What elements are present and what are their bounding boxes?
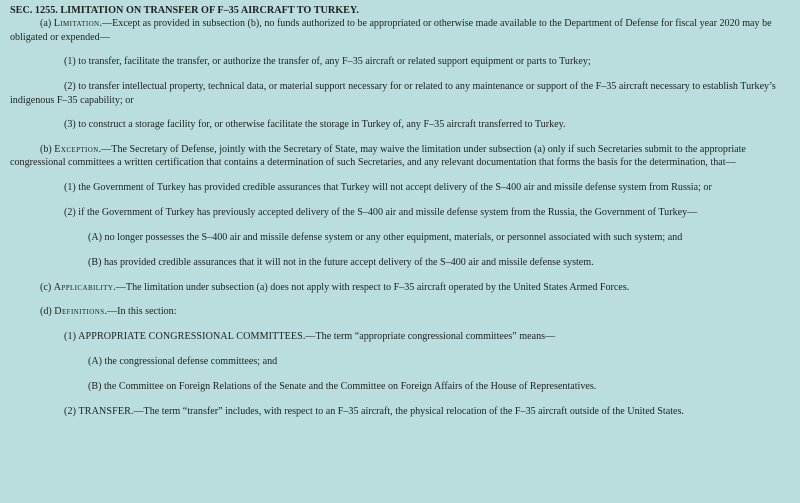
subsection-d-item-1 (10, 330, 788, 343)
subsection-d (10, 305, 788, 318)
subsection-b-item-2-a: (A) no longer possesses the S–400 air and missile defense system or any other equipment, materials, or personnel associated with such system; and (88, 231, 683, 243)
subsection-a-item-1: (1) to transfer, facilitate the transfer, or authorize the transfer of, any F–35 aircraft or related support equipment or parts to Turkey; (64, 56, 591, 68)
subsection-a-item-3: (3) to construct a storage facility for, or otherwise facilitate the storage in Turkey of, any F–35 aircraft transferred to Turkey. (64, 119, 566, 131)
subsection-c-heading: Applicability (53, 281, 114, 293)
section-title: SEC. 1255. LIMITATION ON TRANSFER OF F–35 AIRCRAFT TO TURKEY. (10, 5, 359, 16)
subsection-b-prefix: (b) (40, 144, 55, 156)
subsection-b-heading: Exception (54, 144, 99, 156)
subsection-c-text: .—The limitation under subsection (a) does not apply with respect to F–35 aircraft operated by the United States Armed Forces. (113, 281, 630, 293)
subsection-c-prefix: (c) (40, 281, 54, 293)
subsection-b (10, 143, 788, 170)
subsection-d-item-2-heading: (2) TRANSFER (64, 405, 131, 417)
subsection-d-item-1-heading: (1) APPROPRIATE CONGRESSIONAL COMMITTEES (64, 331, 303, 343)
subsection-a-heading: Limitation (53, 18, 100, 30)
subsection-a-prefix: (a) (40, 18, 54, 30)
subsection-b-item-2-b: (B) has provided credible assurances that it will not in the future accept delivery of the S–400 air and missile defense system. (88, 256, 594, 268)
subsection-b-text: .—The Secretary of Defense, jointly with the Secretary of State, may waive the limitation under subsection (a) only if such Secretaries submit to the appropriate congressional committees a written certification that contains a determination of such Secretaries, and any relevant documentation that forms the basis for the determination, that— (10, 144, 746, 169)
subsection-d-item-1-b: (B) the Committee on Foreign Relations of the Senate and the Committee on Foreign Affairs of the House of Representatives. (88, 380, 597, 392)
subsection-c (10, 281, 788, 294)
subsection-d-item-1-a: (A) the congressional defense committees; and (88, 355, 278, 367)
subsection-d-text: .—In this section: (104, 306, 177, 318)
subsection-d-heading: Definitions (54, 306, 105, 318)
subsection-d-item-1-text: .—The term “appropriate congressional committees” means— (302, 331, 556, 343)
subsection-d-item-2-text: .—The term “transfer” includes, with respect to an F–35 aircraft, the physical relocation of the F–35 aircraft outside of the United States. (130, 405, 684, 417)
subsection-a-text: .—Except as provided in subsection (b), no funds authorized to be appropriated or otherwise made available to the Department of Defense for fiscal year 2020 may be obligated or expended— (10, 18, 772, 43)
subsection-b-item-1: (1) the Government of Turkey has provided credible assurances that Turkey will not accept delivery of the S–400 air and missile defense system from Russia; or (64, 182, 712, 194)
subsection-a (10, 17, 788, 44)
subsection-a-item-2: (2) to transfer intellectual property, technical data, or material support necessary for or related to any maintenance or support of the F–35 aircraft necessary to establish Turkey’s indigenous F–35 capability; or (10, 81, 776, 106)
subsection-b-item-2: (2) if the Government of Turkey has previously accepted delivery of the S–400 air and missile defense system from the Russia, the Government of Turkey— (64, 207, 698, 219)
subsection-d-prefix: (d) (40, 306, 55, 318)
subsection-d-item-2 (10, 405, 788, 418)
